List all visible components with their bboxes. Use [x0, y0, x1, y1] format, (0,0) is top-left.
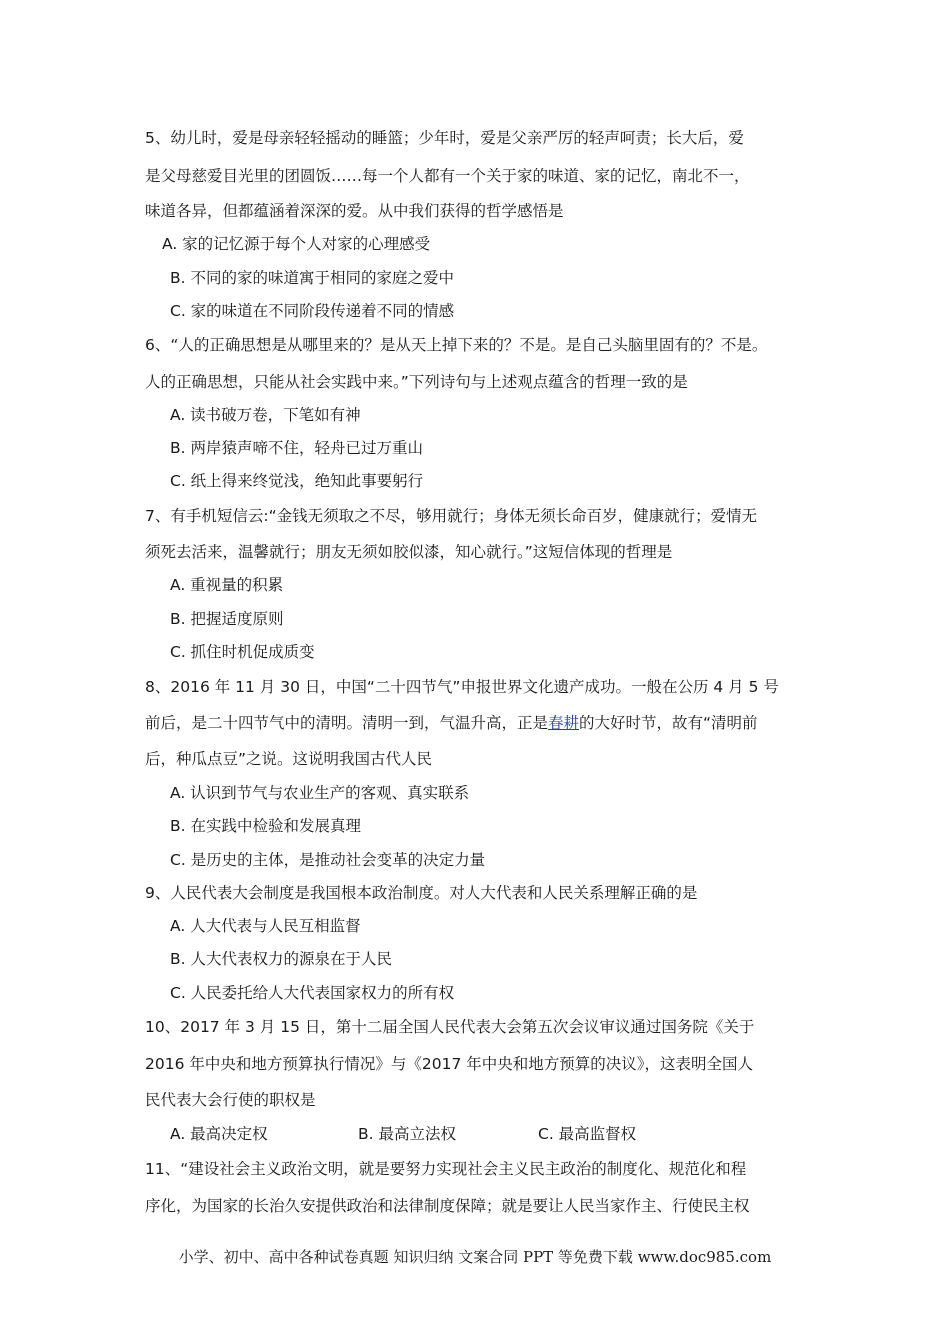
q10-option-c: C. 最高监督权	[538, 1125, 637, 1143]
q8-line-2-after: 的大好时节，故有“清明前	[579, 714, 758, 732]
q8-line-2	[145, 713, 758, 733]
q7-option-a: A. 重视量的积累	[170, 576, 284, 594]
q5-option-a: A. 家的记忆源于每个人对家的心理感受	[162, 235, 431, 253]
q5-line-1: 5、幼儿时，爱是母亲轻轻摇动的睡篮；少年时，爱是父亲严厉的轻声呵责；长大后，爱	[145, 129, 744, 147]
q5-option-c: C. 家的味道在不同阶段传递着不同的情感	[170, 302, 455, 320]
q9-line-1: 9、人民代表大会制度是我国根本政治制度。对人大代表和人民关系理解正确的是	[145, 884, 698, 902]
q6-line-2: 人的正确思想，只能从社会实践中来。”下列诗句与上述观点蕴含的哲理一致的是	[145, 373, 688, 391]
q8-option-b: B. 在实践中检验和发展真理	[170, 817, 361, 835]
q10-option-b: B. 最高立法权	[358, 1125, 456, 1143]
q7-line-1: 7、有手机短信云:“金钱无须取之不尽，够用就行；身体无须长命百岁，健康就行；爱情无	[145, 507, 758, 525]
q8-line-2-before: 前后，是二十四节气中的清明。清明一到，气温升高，正是	[145, 714, 549, 732]
q6-option-c: C. 纸上得来终觉浅，绝知此事要躬行	[170, 472, 424, 490]
q8-option-c: C. 是历史的主体，是推动社会变革的决定力量	[170, 851, 486, 869]
q5-line-2: 是父母慈爱目光里的团圆饭……每一个人都有一个关于家的味道、家的记忆，南北不一，	[145, 167, 750, 185]
q5-option-b: B. 不同的家的味道寓于相同的家庭之爱中	[170, 269, 454, 287]
q9-option-a: A. 人大代表与人民互相监督	[170, 917, 361, 935]
q10-line-2: 2016 年中央和地方预算执行情况》与《2017 年中央和地方预算的决议》，这表明全国人	[145, 1055, 753, 1073]
chungeng-link[interactable]: 春耕	[548, 714, 580, 732]
q7-line-2: 须死去活来，温馨就行；朋友无须如胶似漆，知心就行。”这短信体现的哲理是	[145, 543, 673, 561]
q8-line-3: 后，种瓜点豆”之说。这说明我国古代人民	[145, 750, 433, 768]
page-footer: 小学、初中、高中各种试卷真题 知识归纳 文案合同 PPT 等免费下载 www.doc985.com	[178, 1248, 772, 1266]
q10-line-1: 10、2017 年 3 月 15 日，第十二届全国人民代表大会第五次会议审议通过国务院《关于	[145, 1018, 755, 1036]
q8-option-a: A. 认识到节气与农业生产的客观、真实联系	[170, 784, 470, 802]
q11-line-1: 11、“建设社会主义政治文明，就是要努力实现社会主义民主政治的制度化、规范化和程	[145, 1160, 747, 1178]
q9-option-b: B. 人大代表权力的源泉在于人民	[170, 950, 392, 968]
q11-line-2: 序化，为国家的长治久安提供政治和法律制度保障；就是要让人民当家作主、行使民主权	[145, 1197, 750, 1215]
q10-options-row	[0, 1124, 950, 1146]
q10-line-3: 民代表大会行使的职权是	[145, 1091, 316, 1109]
q8-line-1: 8、2016 年 11 月 30 日，中国“二十四节气”申报世界文化遗产成功。一般在公历 4 月 5 号	[145, 678, 779, 696]
q6-line-1: 6、“人的正确思想是从哪里来的？是从天上掉下来的？不是。是自己头脑里固有的？不是。	[145, 336, 768, 354]
q6-option-a: A. 读书破万卷，下笔如有神	[170, 406, 361, 424]
q5-line-3: 味道各异，但都蕴涵着深深的爱。从中我们获得的哲学感悟是	[145, 202, 564, 220]
q9-option-c: C. 人民委托给人大代表国家权力的所有权	[170, 984, 455, 1002]
q7-option-b: B. 把握适度原则	[170, 610, 284, 628]
q7-option-c: C. 抓住时机促成质变	[170, 643, 315, 661]
q6-option-b: B. 两岸猿声啼不住，轻舟已过万重山	[170, 439, 423, 457]
q10-option-a: A. 最高决定权	[170, 1125, 268, 1143]
